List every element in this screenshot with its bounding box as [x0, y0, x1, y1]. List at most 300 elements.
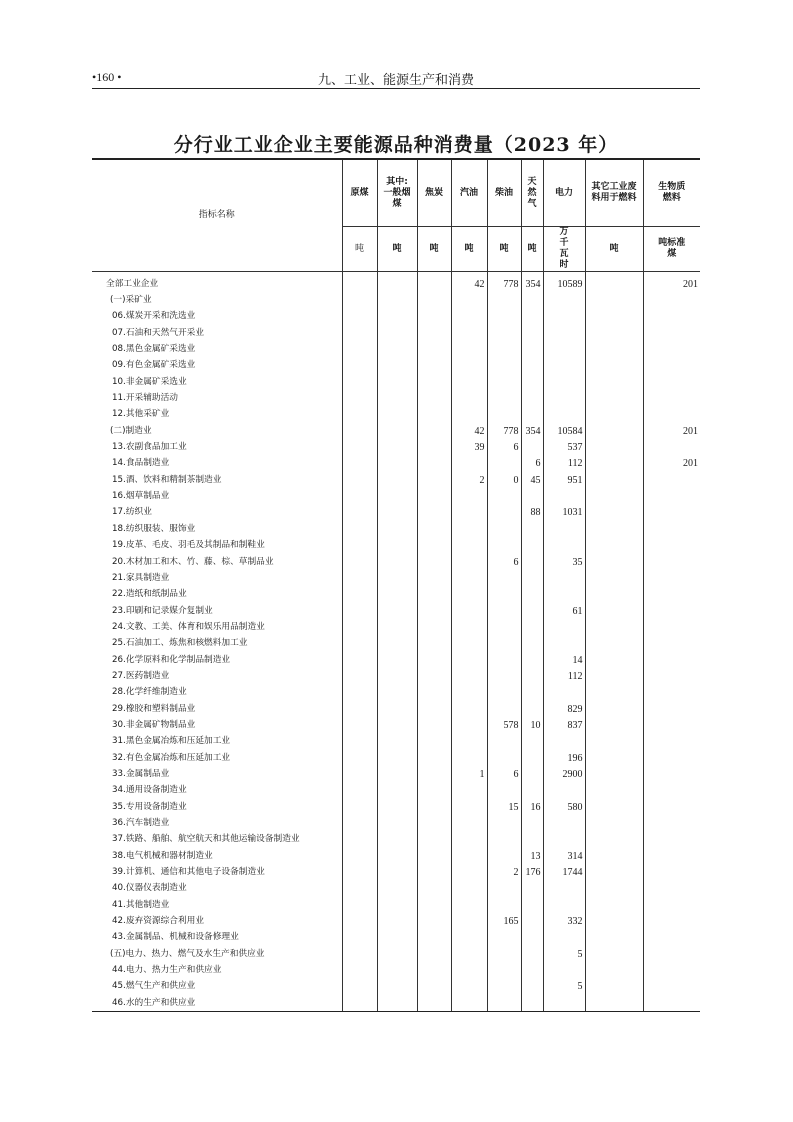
cell-value	[377, 979, 417, 995]
cell-value	[451, 962, 487, 978]
cell-value	[377, 848, 417, 864]
cell-value: 6	[487, 554, 521, 570]
cell-value	[417, 930, 451, 946]
cell-value	[585, 521, 643, 537]
cell-value	[417, 717, 451, 733]
cell-value	[417, 472, 451, 488]
table-row	[92, 864, 700, 880]
cell-value	[342, 292, 377, 308]
row-label: 14.食品制造业	[112, 458, 170, 469]
cell-value	[417, 815, 451, 831]
cell-value	[451, 652, 487, 668]
row-label: 15.酒、饮料和精制茶制造业	[112, 474, 222, 485]
cell-value	[521, 554, 543, 570]
cell-value: 165	[487, 913, 521, 929]
table-row	[92, 913, 700, 929]
cell-value	[585, 864, 643, 880]
cell-value	[451, 292, 487, 308]
cell-value	[585, 341, 643, 357]
cell-value	[342, 505, 377, 521]
cell-value	[451, 685, 487, 701]
cell-value	[521, 374, 543, 390]
row-label: 06.煤炭开采和洗选业	[112, 311, 196, 322]
cell-value: 2	[451, 472, 487, 488]
cell-value	[451, 897, 487, 913]
cell-value: 112	[543, 456, 585, 472]
cell-value	[585, 930, 643, 946]
cell-value	[585, 505, 643, 521]
cell-value	[417, 390, 451, 406]
table-row	[92, 407, 700, 423]
cell-value	[585, 309, 643, 325]
cell-value	[377, 341, 417, 357]
cell-value	[521, 750, 543, 766]
cell-value	[521, 570, 543, 586]
table-row	[92, 619, 700, 635]
cell-value: 45	[521, 472, 543, 488]
cell-value	[487, 505, 521, 521]
cell-value	[377, 930, 417, 946]
cell-value	[487, 734, 521, 750]
cell-value	[643, 979, 700, 995]
row-label: 29.橡胶和塑料制品业	[112, 703, 196, 714]
cell-value	[342, 750, 377, 766]
cell-value	[417, 832, 451, 848]
cell-value	[585, 766, 643, 782]
row-label: 24.文教、工美、体育和娱乐用品制造业	[112, 621, 265, 632]
cell-value	[451, 636, 487, 652]
cell-value	[585, 685, 643, 701]
unit-gasoline: 吨	[451, 227, 487, 272]
cell-value	[451, 913, 487, 929]
cell-value	[377, 407, 417, 423]
cell-value	[487, 652, 521, 668]
cell-value	[521, 390, 543, 406]
cell-value	[643, 799, 700, 815]
cell-value	[521, 783, 543, 799]
cell-value	[643, 897, 700, 913]
cell-value	[417, 652, 451, 668]
cell-value	[487, 783, 521, 799]
cell-value	[377, 538, 417, 554]
cell-value	[643, 472, 700, 488]
cell-value	[521, 815, 543, 831]
cell-value: 13	[521, 848, 543, 864]
cell-value	[487, 897, 521, 913]
row-label: 23.印刷和记录媒介复制业	[112, 605, 213, 616]
cell-value: 778	[487, 272, 521, 293]
cell-value	[451, 668, 487, 684]
cell-value	[451, 341, 487, 357]
col-header-bituminous-coal: 其中:一般烟煤	[377, 159, 417, 227]
cell-value	[585, 439, 643, 455]
cell-value	[342, 423, 377, 439]
cell-value	[487, 930, 521, 946]
row-label: 16.烟草制品业	[112, 491, 170, 502]
cell-value	[342, 456, 377, 472]
cell-value	[487, 325, 521, 341]
cell-value	[342, 734, 377, 750]
cell-value	[585, 881, 643, 897]
cell-value	[543, 962, 585, 978]
cell-value	[585, 701, 643, 717]
cell-value	[417, 897, 451, 913]
cell-value	[487, 603, 521, 619]
cell-value	[543, 587, 585, 603]
cell-value	[487, 832, 521, 848]
cell-value	[543, 407, 585, 423]
cell-value	[585, 946, 643, 962]
table-row	[92, 570, 700, 586]
cell-value	[342, 652, 377, 668]
cell-value	[643, 636, 700, 652]
table-row	[92, 685, 700, 701]
table-row	[92, 358, 700, 374]
cell-value	[342, 701, 377, 717]
cell-value	[643, 962, 700, 978]
cell-value	[643, 292, 700, 308]
cell-value	[451, 505, 487, 521]
cell-value	[417, 272, 451, 293]
row-label: 34.通用设备制造业	[112, 785, 187, 796]
cell-value	[487, 358, 521, 374]
row-label: 18.纺织服装、服饰业	[112, 523, 196, 534]
table-row	[92, 750, 700, 766]
cell-value	[342, 979, 377, 995]
cell-value	[521, 734, 543, 750]
cell-value	[377, 374, 417, 390]
cell-value	[521, 309, 543, 325]
cell-value	[451, 930, 487, 946]
cell-value	[342, 815, 377, 831]
cell-value: 88	[521, 505, 543, 521]
cell-value	[543, 995, 585, 1012]
cell-value	[377, 456, 417, 472]
cell-value	[585, 325, 643, 341]
cell-value	[521, 521, 543, 537]
row-label: 19.皮革、毛皮、羽毛及其制品和制鞋业	[112, 540, 265, 551]
cell-value	[377, 390, 417, 406]
cell-value	[487, 636, 521, 652]
cell-value	[451, 488, 487, 504]
cell-value	[487, 292, 521, 308]
cell-value	[377, 995, 417, 1012]
cell-value	[342, 946, 377, 962]
cell-value	[417, 946, 451, 962]
cell-value	[377, 554, 417, 570]
cell-value	[451, 995, 487, 1012]
cell-value	[377, 272, 417, 293]
table-row	[92, 488, 700, 504]
cell-value	[643, 783, 700, 799]
cell-value	[417, 619, 451, 635]
cell-value	[451, 570, 487, 586]
cell-value	[342, 766, 377, 782]
cell-value	[521, 439, 543, 455]
cell-value	[487, 456, 521, 472]
cell-value	[585, 619, 643, 635]
row-label: 26.化学原料和化学制品制造业	[112, 654, 231, 665]
row-label: 40.仪器仪表制造业	[112, 883, 187, 894]
cell-value	[487, 488, 521, 504]
cell-value	[643, 325, 700, 341]
cell-value	[417, 538, 451, 554]
cell-value	[451, 979, 487, 995]
cell-value	[521, 995, 543, 1012]
cell-value	[417, 701, 451, 717]
cell-value: 10589	[543, 272, 585, 293]
cell-value	[487, 962, 521, 978]
page-number: • 160 •	[92, 70, 121, 85]
cell-value	[451, 848, 487, 864]
table-row	[92, 930, 700, 946]
cell-value: 10	[521, 717, 543, 733]
cell-value	[585, 292, 643, 308]
cell-value	[643, 619, 700, 635]
cell-value	[451, 619, 487, 635]
row-label: 38.电气机械和器材制造业	[112, 850, 213, 861]
cell-value	[417, 423, 451, 439]
cell-value	[377, 701, 417, 717]
cell-value	[521, 292, 543, 308]
cell-value	[543, 325, 585, 341]
cell-value	[451, 783, 487, 799]
cell-value	[342, 570, 377, 586]
row-label: 17.纺织业	[112, 507, 152, 518]
row-label: 30.非金属矿物制品业	[112, 719, 196, 730]
cell-value	[521, 881, 543, 897]
cell-value	[342, 848, 377, 864]
cell-value	[377, 439, 417, 455]
cell-value	[521, 832, 543, 848]
chapter-title: 九、工业、能源生产和消费	[317, 73, 474, 88]
table-row	[92, 766, 700, 782]
table-row	[92, 272, 700, 293]
table-row	[92, 652, 700, 668]
cell-value	[643, 439, 700, 455]
cell-value	[487, 881, 521, 897]
cell-value	[643, 734, 700, 750]
cell-value	[417, 848, 451, 864]
cell-value	[643, 603, 700, 619]
cell-value	[417, 309, 451, 325]
index-header: 指标名称	[92, 159, 342, 272]
cell-value	[643, 488, 700, 504]
cell-value	[342, 881, 377, 897]
cell-value	[342, 439, 377, 455]
cell-value	[643, 521, 700, 537]
cell-value	[585, 734, 643, 750]
cell-value	[342, 717, 377, 733]
unit-natural-gas: 吨	[521, 227, 543, 272]
cell-value	[342, 521, 377, 537]
table-row	[92, 456, 700, 472]
cell-value: 35	[543, 554, 585, 570]
row-label: 28.化学纤维制造业	[112, 687, 187, 698]
cell-value	[417, 292, 451, 308]
cell-value	[585, 423, 643, 439]
cell-value	[342, 962, 377, 978]
row-label: 36.汽车制造业	[112, 818, 170, 829]
table-title: 分行业工业企业主要能源品种消费量（2023 年）	[173, 134, 619, 156]
table-row	[92, 423, 700, 439]
cell-value	[377, 750, 417, 766]
cell-value: 14	[543, 652, 585, 668]
cell-value	[585, 554, 643, 570]
cell-value	[342, 374, 377, 390]
cell-value	[342, 341, 377, 357]
cell-value	[377, 505, 417, 521]
cell-value	[417, 734, 451, 750]
cell-value	[585, 652, 643, 668]
cell-value	[521, 636, 543, 652]
cell-value: 6	[521, 456, 543, 472]
table-row	[92, 995, 700, 1012]
cell-value	[417, 995, 451, 1012]
cell-value	[451, 734, 487, 750]
cell-value	[521, 946, 543, 962]
cell-value	[487, 538, 521, 554]
cell-value	[377, 717, 417, 733]
cell-value	[643, 685, 700, 701]
col-header-raw-coal: 原煤	[342, 159, 377, 227]
cell-value	[487, 390, 521, 406]
cell-value	[417, 750, 451, 766]
cell-value	[451, 587, 487, 603]
cell-value	[521, 701, 543, 717]
cell-value	[342, 930, 377, 946]
cell-value	[487, 309, 521, 325]
table-row	[92, 701, 700, 717]
cell-value: 314	[543, 848, 585, 864]
cell-value: 201	[643, 423, 700, 439]
table-row	[92, 309, 700, 325]
cell-value: 1744	[543, 864, 585, 880]
cell-value	[487, 570, 521, 586]
cell-value	[585, 272, 643, 293]
cell-value: 1	[451, 766, 487, 782]
cell-value	[417, 881, 451, 897]
cell-value	[451, 309, 487, 325]
cell-value	[543, 390, 585, 406]
cell-value	[342, 538, 377, 554]
cell-value: 829	[543, 701, 585, 717]
cell-value	[543, 685, 585, 701]
cell-value	[643, 815, 700, 831]
table-row	[92, 505, 700, 521]
cell-value	[342, 619, 377, 635]
row-label: 全部工业企业	[106, 278, 159, 289]
cell-value	[342, 685, 377, 701]
cell-value	[585, 897, 643, 913]
table-row	[92, 962, 700, 978]
cell-value	[417, 488, 451, 504]
row-label: 22.造纸和纸制品业	[112, 589, 187, 600]
cell-value	[377, 815, 417, 831]
cell-value	[585, 603, 643, 619]
cell-value	[342, 799, 377, 815]
col-header-gasoline: 汽油	[451, 159, 487, 227]
cell-value	[643, 358, 700, 374]
cell-value	[377, 913, 417, 929]
cell-value	[487, 587, 521, 603]
cell-value	[543, 538, 585, 554]
cell-value	[643, 832, 700, 848]
cell-value: 578	[487, 717, 521, 733]
cell-value	[643, 374, 700, 390]
table-row	[92, 897, 700, 913]
cell-value	[585, 962, 643, 978]
row-label: 35.专用设备制造业	[112, 801, 187, 812]
cell-value	[451, 881, 487, 897]
cell-value	[451, 374, 487, 390]
cell-value	[487, 685, 521, 701]
cell-value: 6	[487, 766, 521, 782]
cell-value	[585, 570, 643, 586]
cell-value	[521, 488, 543, 504]
unit-coke: 吨	[417, 227, 451, 272]
cell-value	[417, 603, 451, 619]
cell-value	[451, 701, 487, 717]
cell-value: 2900	[543, 766, 585, 782]
cell-value	[585, 848, 643, 864]
cell-value	[377, 472, 417, 488]
cell-value	[543, 815, 585, 831]
row-label: 32.有色金属冶炼和压延加工业	[112, 752, 231, 763]
col-header-waste-fuel: 其它工业废料用于燃料	[585, 159, 643, 227]
col-header-biomass-fuel: 生物质燃料	[643, 159, 700, 227]
row-label: (一)采矿业	[110, 295, 152, 306]
cell-value	[417, 636, 451, 652]
cell-value	[417, 587, 451, 603]
cell-value	[451, 864, 487, 880]
cell-value	[377, 636, 417, 652]
cell-value	[487, 750, 521, 766]
cell-value	[543, 358, 585, 374]
cell-value	[585, 488, 643, 504]
row-label: 31.黑色金属冶炼和压延加工业	[112, 736, 231, 747]
unit-electricity: 万千瓦时	[543, 227, 585, 272]
cell-value	[377, 652, 417, 668]
cell-value	[521, 685, 543, 701]
cell-value	[417, 913, 451, 929]
cell-value	[342, 325, 377, 341]
row-label: 33.金属制品业	[112, 768, 170, 779]
cell-value	[543, 570, 585, 586]
cell-value	[377, 423, 417, 439]
cell-value	[377, 832, 417, 848]
table-row	[92, 734, 700, 750]
cell-value: 39	[451, 439, 487, 455]
cell-value	[643, 881, 700, 897]
cell-value	[342, 897, 377, 913]
cell-value	[451, 603, 487, 619]
unit-raw-coal: 吨	[342, 227, 377, 272]
cell-value	[521, 619, 543, 635]
table-row	[92, 815, 700, 831]
table-row	[92, 636, 700, 652]
cell-value	[342, 668, 377, 684]
cell-value: 5	[543, 946, 585, 962]
cell-value	[417, 439, 451, 455]
cell-value	[417, 979, 451, 995]
cell-value	[377, 864, 417, 880]
row-label: 27.医药制造业	[112, 670, 170, 681]
table-body	[92, 272, 700, 1012]
cell-value	[643, 390, 700, 406]
col-header-coke: 焦炭	[417, 159, 451, 227]
cell-value	[417, 358, 451, 374]
